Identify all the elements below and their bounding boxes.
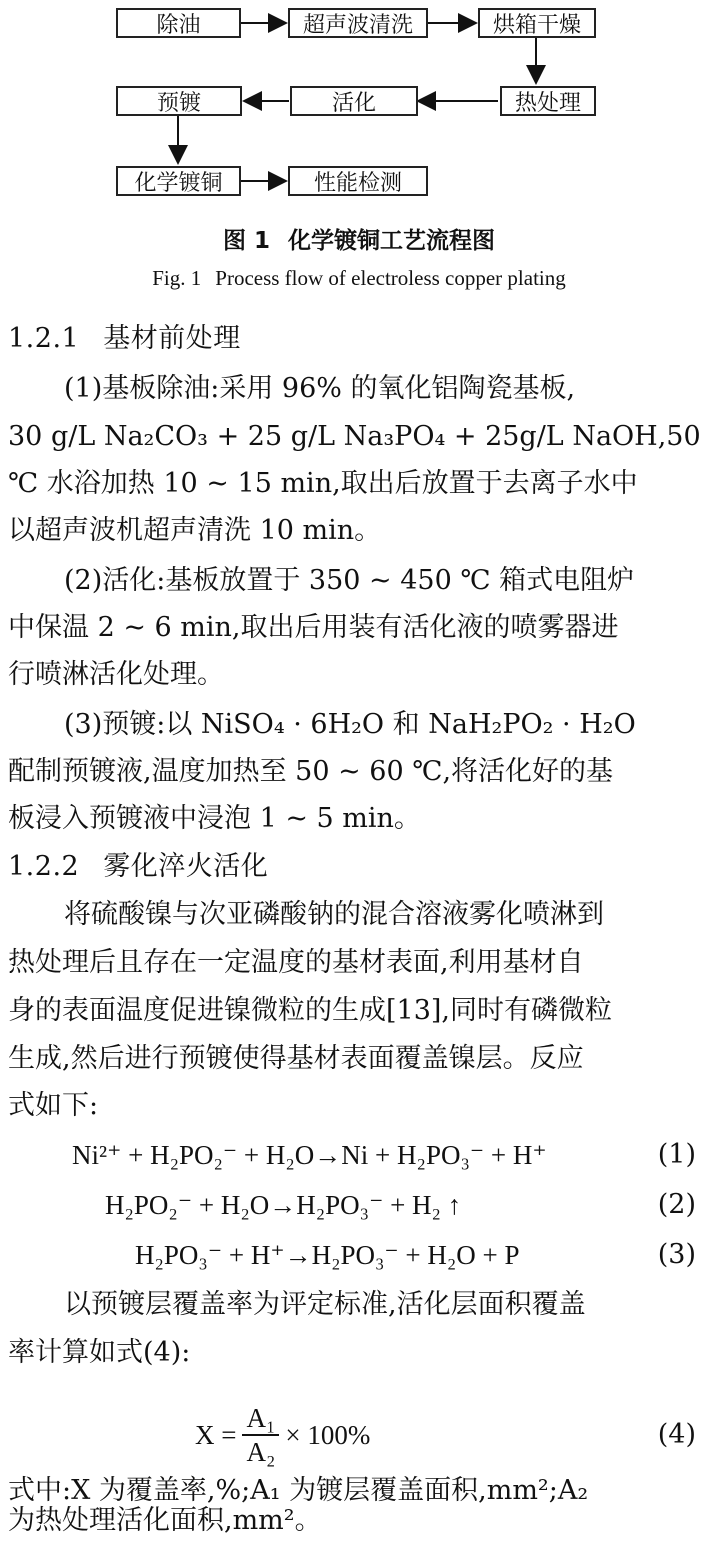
paragraph-line: 身的表面温度促进镍微粒的生成[13],同时有磷微粒 [8, 995, 613, 1026]
equation-number-4: (4) [657, 1419, 696, 1450]
paragraph-line: 以预镀层覆盖率为评定标准,活化层面积覆盖 [64, 1289, 586, 1320]
eq4-lhs: X = [195, 1420, 237, 1450]
figure-caption-cn [0, 222, 718, 255]
paragraph-line: (3)预镀:以 NiSO₄ · 6H₂O 和 NaH₂PO₂ · H₂O [64, 709, 636, 740]
eq4-rhs: × 100% [285, 1420, 371, 1450]
flow-step-performance-test: 性能检测 [288, 166, 428, 196]
paragraph-line: 配制预镀液,温度加热至 50 ~ 60 ℃,将活化好的基 [8, 756, 614, 787]
paragraph-line: 率计算如式(4): [8, 1337, 191, 1368]
figure-number-cn: 图 1 [222, 228, 270, 254]
flow-step-electroless-cu: 化学镀铜 [116, 166, 241, 196]
section-number: 1.2.2 [8, 851, 80, 882]
paragraph-line: 以超声波机超声清洗 10 min。 [8, 515, 382, 546]
paragraph-line: 板浸入预镀液中浸泡 1 ~ 5 min。 [8, 803, 421, 834]
paragraph-line: 生成,然后进行预镀使得基材表面覆盖镍层。反应 [8, 1043, 584, 1074]
equation-3: H₂PO₃⁻ + H⁺→H₂PO₃⁻ + H₂O + P [135, 1240, 520, 1270]
eq4-numerator: A₁ [242, 1402, 279, 1436]
section-title: 基材前处理 [103, 323, 241, 354]
flow-step-preplate: 预镀 [116, 86, 242, 116]
process-flow-chart [0, 0, 718, 205]
figure-title-cn: 化学镀铜工艺流程图 [288, 228, 495, 254]
section-heading-1-2-1 [8, 322, 708, 356]
paragraph-line: 式中:X 为覆盖率,%;A₁ 为镀层覆盖面积,mm²;A₂ [8, 1475, 589, 1506]
paragraph-line: (1)基板除油:采用 96% 的氧化铝陶瓷基板, [64, 373, 576, 404]
figure-title-en: Process flow of electroless copper plating [215, 266, 566, 290]
flow-step-degrease: 除油 [116, 8, 241, 38]
paragraph-line: 式如下: [8, 1090, 99, 1121]
equation-number-1: (1) [657, 1139, 696, 1170]
paragraph-line: 30 g/L Na₂CO₃ + 25 g/L Na₃PO₄ + 25g/L NaOH,50 [8, 421, 701, 452]
equation-4 [195, 1402, 370, 1468]
flow-step-ultrasonic: 超声波清洗 [288, 8, 428, 38]
paragraph-line: 为热处理活化面积,mm²。 [8, 1505, 322, 1536]
paragraph-line: 行喷淋活化处理。 [8, 659, 224, 690]
eq4-fraction [242, 1402, 279, 1468]
section-number: 1.2.1 [8, 323, 80, 354]
paragraph-line: 热处理后且存在一定温度的基材表面,利用基材自 [8, 947, 584, 978]
figure-caption-en [0, 266, 718, 291]
flow-step-activate: 活化 [290, 86, 418, 116]
eq4-denominator: A₂ [246, 1437, 276, 1467]
section-heading-1-2-2 [8, 850, 708, 884]
paragraph-line: ℃ 水浴加热 10 ~ 15 min,取出后放置于去离子水中 [8, 468, 638, 499]
equation-1: Ni²⁺ + H₂PO₂⁻ + H₂O→Ni + H₂PO₃⁻ + H⁺ [72, 1140, 547, 1170]
paragraph-line: 将硫酸镍与次亚磷酸钠的混合溶液雾化喷淋到 [64, 899, 604, 930]
equation-number-3: (3) [657, 1239, 696, 1270]
equation-2: H₂PO₂⁻ + H₂O→H₂PO₃⁻ + H₂ ↑ [105, 1190, 462, 1220]
equation-number-2: (2) [657, 1189, 696, 1220]
figure-number-en: Fig. 1 [152, 266, 202, 290]
section-title: 雾化淬火活化 [103, 851, 269, 882]
flow-step-heat-treat: 热处理 [500, 86, 596, 116]
paragraph-line: (2)活化:基板放置于 350 ~ 450 ℃ 箱式电阻炉 [64, 565, 635, 596]
flow-step-oven-dry: 烘箱干燥 [478, 8, 596, 38]
paragraph-line: 中保温 2 ~ 6 min,取出后用装有活化液的喷雾器进 [8, 612, 619, 643]
